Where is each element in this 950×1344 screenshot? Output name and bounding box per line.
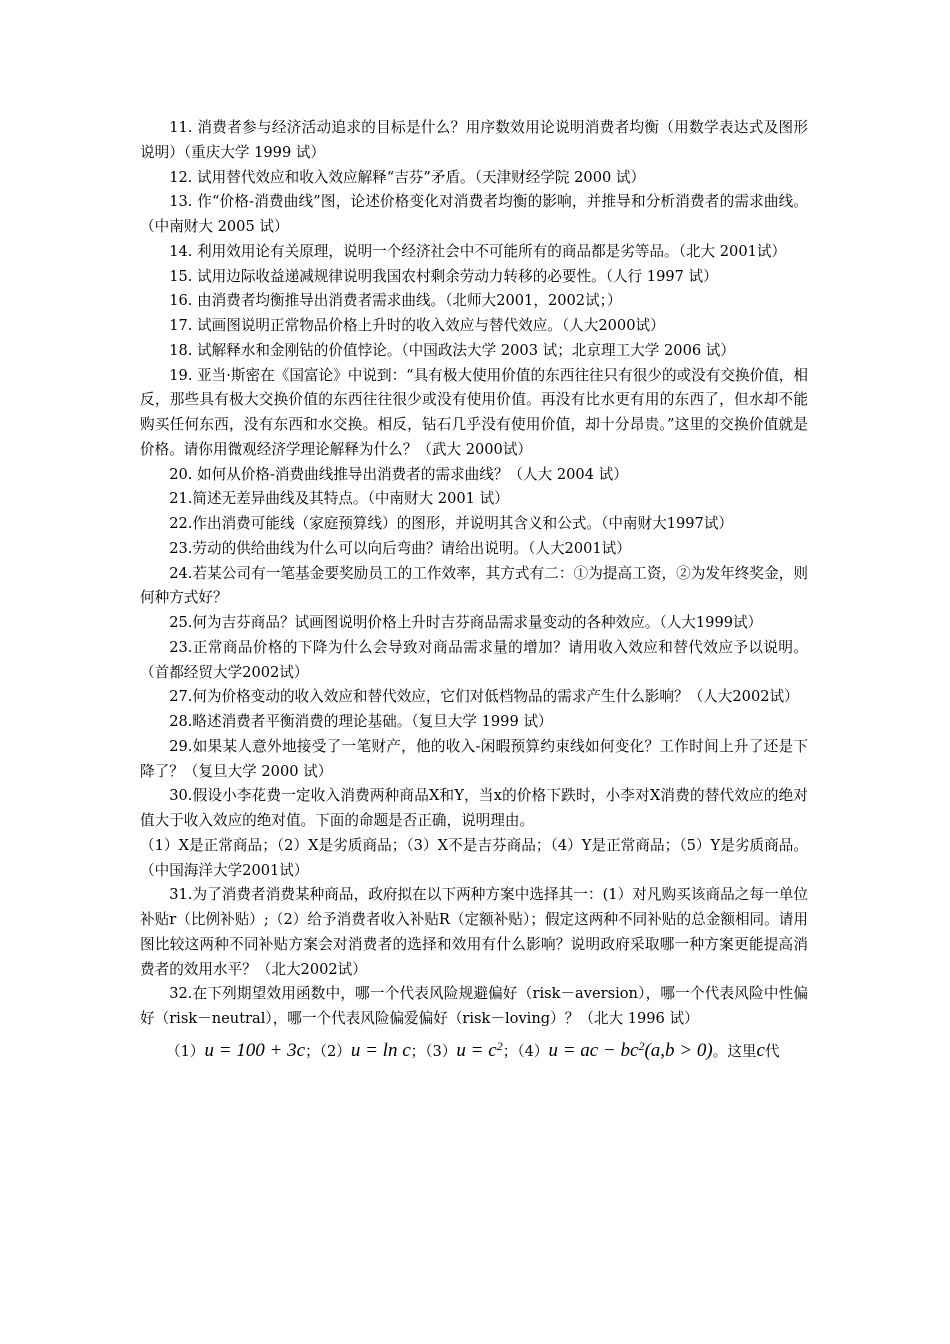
question-31: 31.为了消费者消费某种商品，政府拟在以下两种方案中选择其一：(1）对凡购买该商品之每一单位补贴r（比例补贴）;（2）给予消费者收入补贴R（定额补贴）；假定这两种不同补贴的总金额相同。请用图比较这两种不同补贴方案会对消费者的选择和效用有什么影响？说明政府采取哪一种方案更能提高消费者的效用水平？（北大2002试） (140, 886, 808, 978)
question-28: 28.略述消费者平衡消费的理论基础。（复旦大学 1999 试） (169, 713, 553, 730)
question-30: 30.假设小李花费一定收入消费两种商品X和Y，当x的价格下跌时，小李对X消费的替代效应的绝对值大于收入效应的绝对值。下面的命题是否正确，说明理由。 (140, 787, 808, 829)
formula-sep-2: ；（3） (410, 1042, 457, 1060)
question-21: 21.简述无差异曲线及其特点。（中南财大 2001 试） (169, 490, 509, 508)
formula-1: u = 100 + 3c (204, 1039, 306, 1061)
formula-3 (456, 1040, 502, 1061)
question-14: 14. 利用效用论有关原理，说明一个经济社会中不可能所有的商品都是劣等品。（北大 2001试） (169, 242, 787, 260)
formula-prefix-1: （1） (166, 1042, 205, 1060)
formula-3-base: u = c (456, 1039, 497, 1061)
question-17: 17. 试画图说明正常物品价格上升时的收入效应与替代效应。（人大2000试） (169, 317, 665, 334)
formula-4-exponent: 2 (638, 1038, 645, 1053)
formula-3-exponent: 2 (496, 1038, 503, 1053)
question-24: 24.若某公司有一笔基金要奖励员工的工作效率，其方式有二：①为提高工资，②为发年终奖金，则何种方式好？ (140, 564, 808, 607)
question-25: 25.何为吉芬商品？试画图说明价格上升时吉芬商品需求量变动的各种效应。（人大1999试） (169, 614, 763, 631)
question-18: 18. 试解释水和金刚钻的价值悖论。（中国政法大学 2003 试；北京理工大学 2006 试） (169, 341, 735, 359)
question-23: 23.劳动的供给曲线为什么可以向后弯曲？请给出说明。（人大2001试） (169, 539, 631, 557)
question-15: 15. 试用边际收益递减规律说明我国农村剩余劳动力转移的必要性。（人行 1997 试） (169, 267, 718, 285)
formula-sep-1: ；（2） (305, 1042, 351, 1060)
formula-4 (548, 1040, 712, 1061)
question-27: 27.何为价格变动的收入效应和替代效应，它们对低档物品的需求产生什么影响？（人大2002试） (169, 688, 799, 706)
question-32: 32.在下列期望效用函数中，哪一个代表风险规避偏好（risk－aversion），哪一个代表风险中性偏好（risk－neutral），哪一个代表风险偏爱偏好（risk－loving）？（北大 1996 试） (140, 985, 808, 1027)
question-12: 12. 试用替代效应和收入效应解释“吉芬”矛盾。（天津财经学院 2000 试） (169, 168, 646, 186)
question-23b: 23.正常商品价格的下降为什么会导致对商品需求量的增加？请用收入效应和替代效应予以说明。（首都经贸大学2002试） (140, 638, 808, 681)
question-19: 19. 亚当·斯密在《国富论》中说到：“具有极大使用价值的东西往往只有很少的或没有交换价值，相反，那些具有极大交换价值的东西往往很少或没有使用价值。再没有比水更有用的东西了，但水却不能购买任何东西，没有东西和水交换。相反，钻石几乎没有使用价值，却十分昂贵。”这里的交换价值就是价格。请你用微观经济学理论解释为什么？（武大 2000试） (140, 366, 808, 458)
formula-4-condition: (a,b > 0) (644, 1039, 713, 1061)
question-11: 11. 消费者参与经济活动追求的目标是什么？用序数效用论说明消费者均衡（用数学表达式及图形说明）（重庆大学 1999 试） (140, 119, 808, 161)
formula-sep-3: ；（4） (502, 1042, 549, 1060)
formula-2: u = ln c (350, 1039, 411, 1061)
question-30-options: （1）X是正常商品；（2）X是劣质商品；（3）X不是吉芬商品；（4）Y是正常商品；（5）Y是劣质商品。（中国海洋大学2001试） (140, 836, 808, 879)
utility-functions-line (140, 1032, 808, 1066)
formula-tail-b: 代 (764, 1042, 780, 1060)
question-22: 22.作出消费可能线（家庭预算线）的图形，并说明其含义和公式。（中南财大1997试） (169, 515, 734, 532)
question-20: 20. 如何从价格-消费曲线推导出消费者的需求曲线？（人大 2004 试） (169, 465, 628, 483)
question-29: 29.如果某人意外地接受了一笔财产，他的收入-闲暇预算约束线如何变化？工作时间上升了还是下降了？（复旦大学 2000 试） (140, 737, 808, 780)
formula-4-base: u = ac − bc (548, 1039, 639, 1061)
formula-tail-a: 。这里 (712, 1042, 757, 1060)
formula-tail-var: c (756, 1039, 765, 1061)
question-list (140, 116, 808, 1066)
question-16: 16. 由消费者均衡推导出消费者需求曲线。（北师大2001，2002试；） (169, 292, 622, 310)
question-13: 13. 作“价格-消费曲线”图，论述价格变化对消费者均衡的影响，并推导和分析消费者的需求曲线。（中南财大 2005 试） (140, 193, 808, 235)
